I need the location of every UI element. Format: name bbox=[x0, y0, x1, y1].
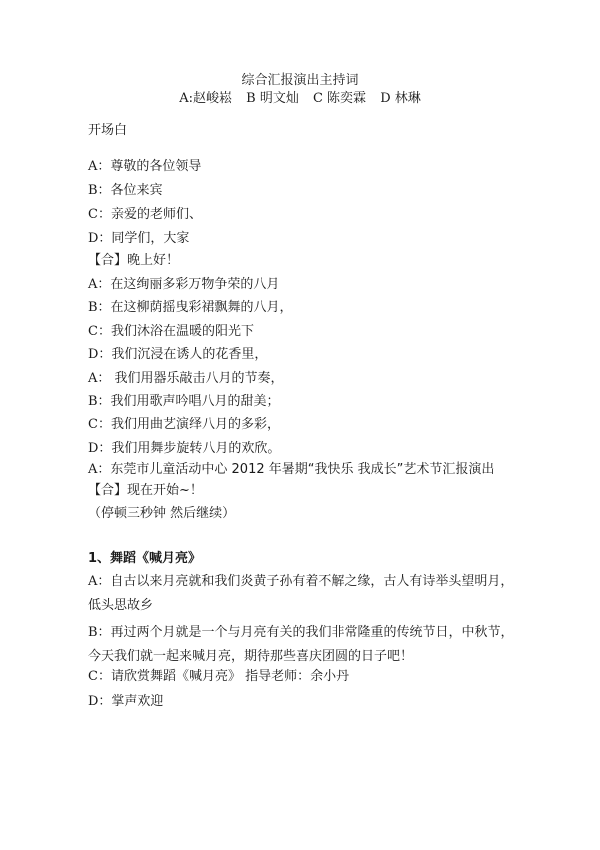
hosts-line bbox=[0, 90, 600, 108]
section1-line-a: A：自古以来月亮就和我们炎黄子孙有着不解之缘，古人有诗举头望明月，低头思故乡 bbox=[88, 574, 514, 613]
host-b: B 明文灿 bbox=[246, 91, 299, 106]
opening-line-6: A：在这绚丽多彩万物争荣的八月 bbox=[88, 277, 280, 292]
opening-line-9: D：我们沉浸在诱人的花香里， bbox=[88, 347, 268, 362]
pause-note: （停顿三秒钟 然后继续） bbox=[88, 506, 236, 521]
announcement-line bbox=[88, 461, 494, 479]
host-a: A:赵峻崧 bbox=[179, 91, 232, 106]
opening-line-8: C：我们沐浴在温暖的阳光下 bbox=[88, 324, 254, 339]
section1-line-c: C：请欣赏舞蹈《喊月亮》 指导老师：余小丹 bbox=[88, 669, 350, 684]
opening-line-10: A： 我们用器乐敲击八月的节奏， bbox=[88, 371, 284, 386]
opening-line-12: C：我们用曲艺演绎八月的多彩， bbox=[88, 417, 280, 432]
opening-line-11: B：我们用歌声吟唱八月的甜美； bbox=[88, 394, 280, 409]
opening-heading: 开场白 bbox=[88, 123, 128, 138]
announcement-prefix: A：东莞市儿童活动中心 bbox=[88, 462, 228, 477]
start-line: 【合】现在开始~！ bbox=[88, 483, 203, 498]
opening-line-13: D：我们用舞步旋转八月的欢欣。 bbox=[88, 441, 281, 456]
section1-line-d: D：掌声欢迎 bbox=[88, 694, 164, 709]
opening-line-4: D：同学们，大家 bbox=[88, 231, 190, 246]
section1-line-b: B：再过两个月就是一个与月亮有关的我们非常隆重的传统节日，中秋节，今天我们就一起来喊月亮，期待那些喜庆团圆的日子吧！ bbox=[88, 625, 514, 664]
opening-line-7: B：在这柳荫摇曳彩裙飘舞的八月， bbox=[88, 300, 293, 315]
document-title: 综合汇报演出主持词 bbox=[241, 73, 359, 88]
opening-line-1: A：尊敬的各位领导 bbox=[88, 159, 202, 174]
section1-heading: 1、舞蹈《喊月亮》 bbox=[88, 551, 202, 566]
host-d: D 林琳 bbox=[380, 91, 421, 106]
announcement-main: 2012 年暑期“我快乐 我成长”艺术节汇报演出 bbox=[231, 462, 495, 477]
host-c: C 陈奕霖 bbox=[312, 91, 367, 106]
title-block bbox=[0, 72, 600, 108]
opening-line-3: C：亲爱的老师们、 bbox=[88, 207, 202, 222]
opening-line-5: 【合】晚上好！ bbox=[88, 253, 180, 268]
opening-line-2: B：各位来宾 bbox=[88, 183, 163, 198]
